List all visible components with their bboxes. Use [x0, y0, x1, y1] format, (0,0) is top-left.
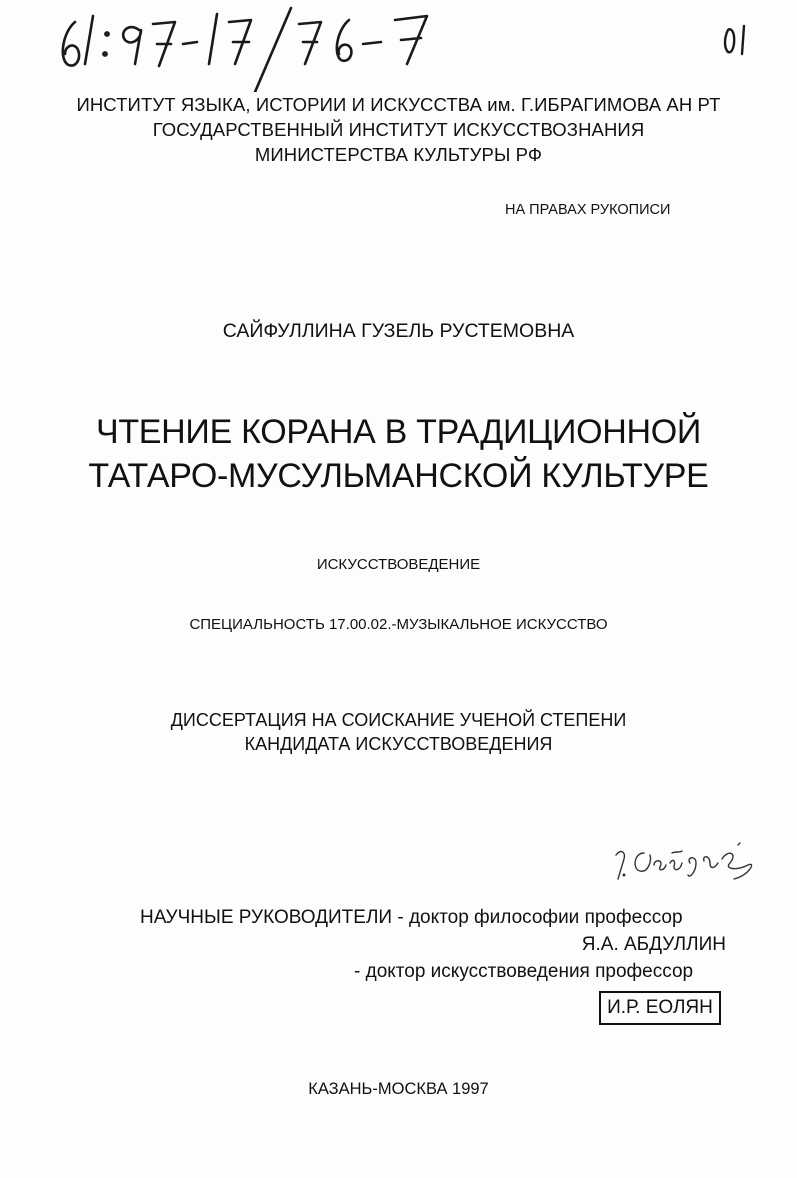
specialty: СПЕЦИАЛЬНОСТЬ 17.00.02.-МУЗЫКАЛЬНОЕ ИСКУССТВО: [189, 616, 608, 633]
place-and-year: КАЗАНЬ-МОСКВА 1997: [308, 1080, 489, 1098]
dissertation-title: [0, 410, 797, 498]
degree-line: ДИССЕРТАЦИЯ НА СОИСКАНИЕ УЧЕНОЙ СТЕПЕНИ: [170, 710, 627, 730]
institution-header: [0, 92, 797, 167]
rights-note: НА ПРАВАХ РУКОПИСИ: [505, 202, 671, 218]
advisor-name-1: Я.А. АБДУЛЛИН: [581, 934, 726, 955]
institution-line: ИНСТИТУТ ЯЗЫКА, ИСТОРИИ И ИСКУССТВА им. Г.ИБРАГИМОВА АН РТ: [76, 94, 721, 115]
advisor-name-2: И.Р. ЕОЛЯН: [599, 991, 721, 1025]
handwritten-signature: [610, 835, 760, 885]
author-name: САЙФУЛЛИНА ГУЗЕЛЬ РУСТЕМОВНА: [222, 320, 575, 342]
handwritten-corner-mark: [722, 18, 752, 58]
institution-line: ГОСУДАРСТВЕННЫЙ ИНСТИТУТ ИСКУССТВОЗНАНИЯ: [152, 119, 645, 140]
advisor-line-1: НАУЧНЫЕ РУКОВОДИТЕЛИ - доктор философии профессор: [140, 907, 683, 928]
title-line: ТАТАРО-МУСУЛЬМАНСКОЙ КУЛЬТУРЕ: [88, 457, 709, 495]
scientific-advisors: [140, 904, 730, 985]
degree-statement: [0, 708, 797, 756]
handwritten-archive-code: [55, 2, 445, 92]
institution-line: МИНИСТЕРСТВА КУЛЬТУРЫ РФ: [254, 144, 543, 165]
advisor-line-2: - доктор искусствоведения профессор: [354, 961, 694, 982]
title-line: ЧТЕНИЕ КОРАНА В ТРАДИЦИОННОЙ: [95, 413, 702, 451]
degree-line: КАНДИДАТА ИСКУССТВОВЕДЕНИЯ: [244, 734, 553, 754]
field-of-study: ИСКУССТВОВЕДЕНИЕ: [316, 556, 481, 573]
